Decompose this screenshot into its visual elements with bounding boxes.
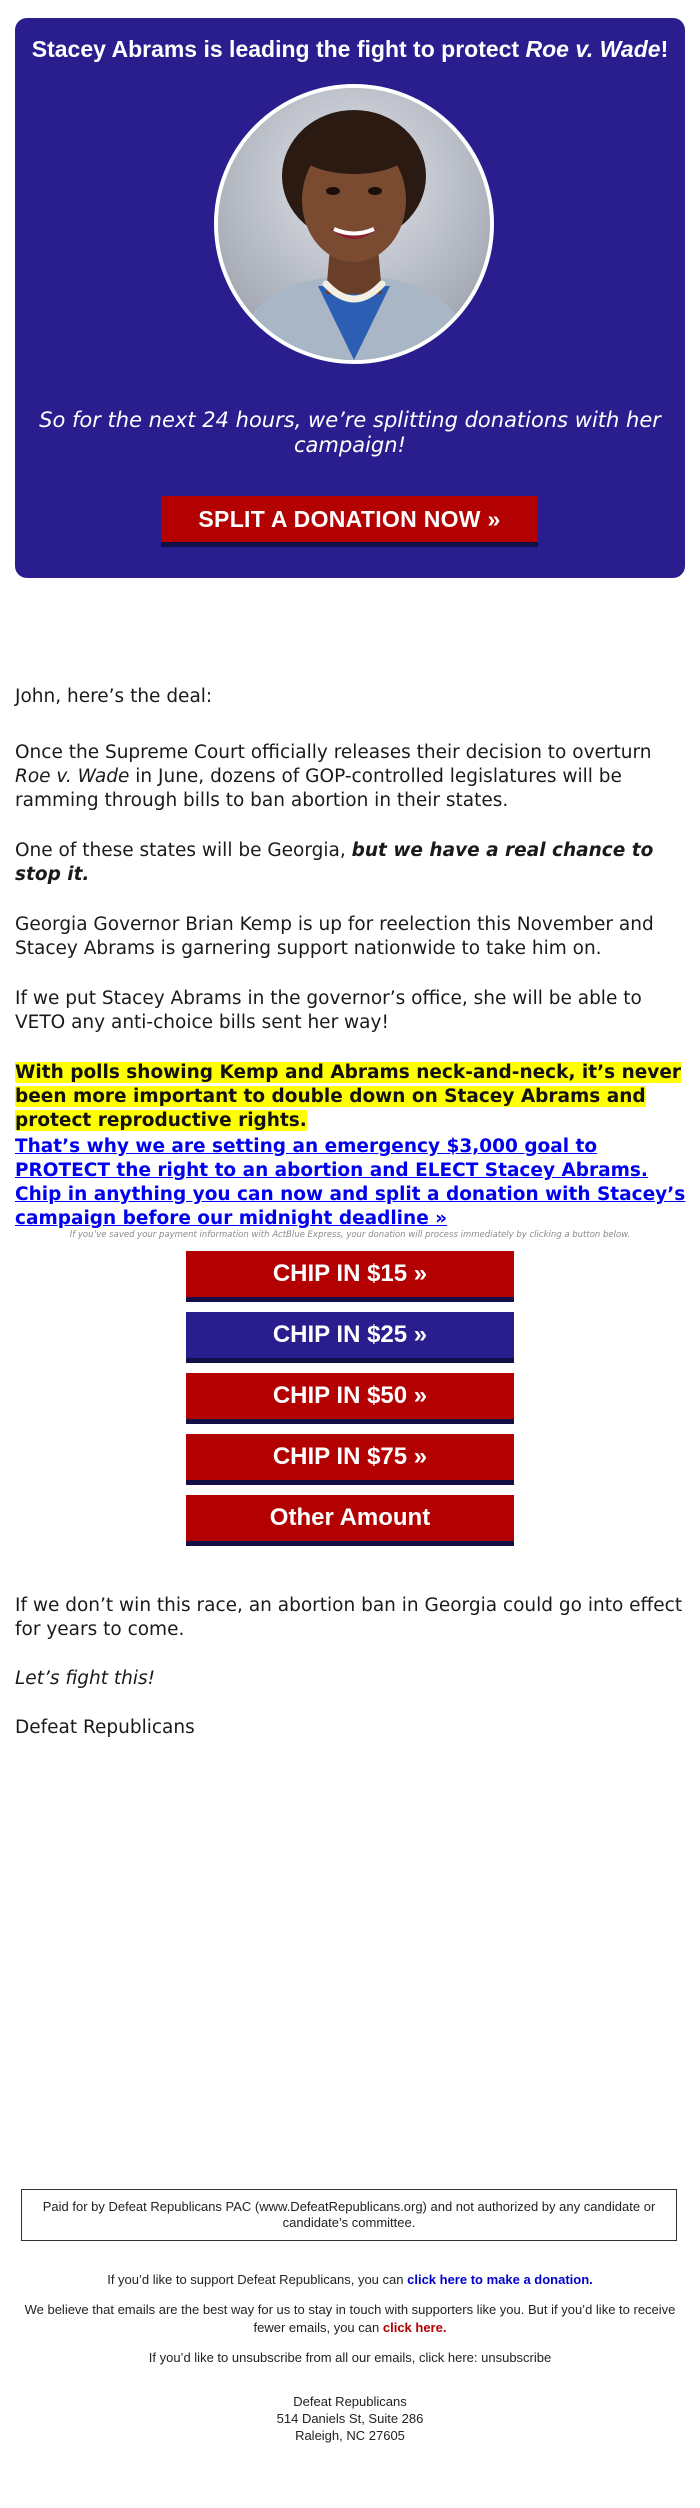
hero-title: [15, 30, 685, 68]
chip-in-25-button[interactable]: CHIP IN $25 »: [186, 1312, 514, 1363]
hero-title-text: Stacey Abrams is leading the fight to protect: [31, 36, 526, 62]
highlight-paragraph: [15, 1061, 687, 1133]
support-text: If you’d like to support Defeat Republicans, you can: [107, 2272, 408, 2287]
chip-in-15-button[interactable]: CHIP IN $15 »: [186, 1251, 514, 1302]
chip-in-50-button[interactable]: CHIP IN $50 »: [186, 1373, 514, 1424]
address-name: Defeat Republicans: [293, 2394, 407, 2409]
address-line-2: Raleigh, NC 27605: [295, 2428, 405, 2443]
hero-subtitle: So for the next 24 hours, we’re splitting donations with her campaign!: [39, 408, 661, 457]
donation-link[interactable]: click here to make a donation.: [407, 2272, 593, 2287]
portrait-illustration: [218, 88, 490, 360]
paragraph-overturn: [15, 741, 687, 813]
fewer-emails-line: [15, 2301, 685, 2337]
paragraph-overturn-a: Once the Supreme Court officially releases their decision to overturn: [15, 742, 652, 763]
paragraph-overturn-b: in June, dozens of GOP-controlled legislatures will be ramming through bills to ban abortion in their states.: [15, 766, 622, 811]
address-line-1: 514 Daniels St, Suite 286: [276, 2411, 424, 2426]
closing-paragraph: If we don’t win this race, an abortion ban in Georgia could go into effect for years to come.: [15, 1595, 683, 1640]
hero-banner: [15, 18, 685, 578]
paragraph-georgia: [15, 839, 687, 887]
highlight-text: With polls showing Kemp and Abrams neck-and-neck, it’s never been more important to double down on Stacey Abrams and protect reproductive rights.: [15, 1062, 682, 1131]
paragraph-veto: If we put Stacey Abrams in the governor’s office, she will be able to VETO any anti-choice bills sent her way!: [15, 988, 642, 1033]
paragraph-overturn-em: Roe v. Wade: [15, 766, 130, 787]
fewer-emails-link[interactable]: click here.: [382, 2320, 447, 2335]
actblue-note: If you’ve saved your payment information with ActBlue Express, your donation will process immediately by clicking a button below.: [69, 1230, 631, 1240]
hero-title-end: !: [660, 36, 669, 62]
greeting: John, here’s the deal:: [15, 686, 213, 707]
split-donation-button[interactable]: SPLIT A DONATION NOW »: [161, 496, 538, 547]
other-amount-button[interactable]: Other Amount: [186, 1495, 514, 1546]
unsubscribe-line[interactable]: If you’d like to unsubscribe from all our emails, click here: unsubscribe: [148, 2350, 552, 2365]
candidate-portrait: [214, 84, 494, 364]
paid-for-disclaimer: Paid for by Defeat Republicans PAC (www.DefeatRepublicans.org) and not authorized by any candidate or candidate’s committee.: [21, 2189, 677, 2241]
goal-donation-link[interactable]: That’s why we are setting an emergency $3,000 goal to PROTECT the right to an abortion and ELECT Stacey Abrams. Chip in anything you can now and split a donation with Stacey’s campaign before our midnight deadline »: [15, 1136, 686, 1229]
paragraph-georgia-a: One of these states will be Georgia,: [15, 840, 352, 861]
paragraph-kemp: Georgia Governor Brian Kemp is up for reelection this November and Stacey Abrams is garnering support nationwide to take him on.: [15, 914, 654, 959]
hero-title-emphasis: Roe v. Wade: [525, 36, 661, 62]
support-line: [15, 2271, 685, 2289]
paragraph-georgia-emphasis: but we have a real chance to stop it.: [15, 840, 654, 885]
chip-in-75-button[interactable]: CHIP IN $75 »: [186, 1434, 514, 1485]
closing-call: Let’s fight this!: [15, 1668, 156, 1689]
goal-link-paragraph: [15, 1135, 687, 1231]
signature: Defeat Republicans: [15, 1717, 195, 1738]
mailing-address: [15, 2393, 685, 2444]
fewer-emails-text: We believe that emails are the best way for us to stay in touch with supporters like you. But if you’d like to receive fewer emails, you can: [24, 2302, 676, 2335]
